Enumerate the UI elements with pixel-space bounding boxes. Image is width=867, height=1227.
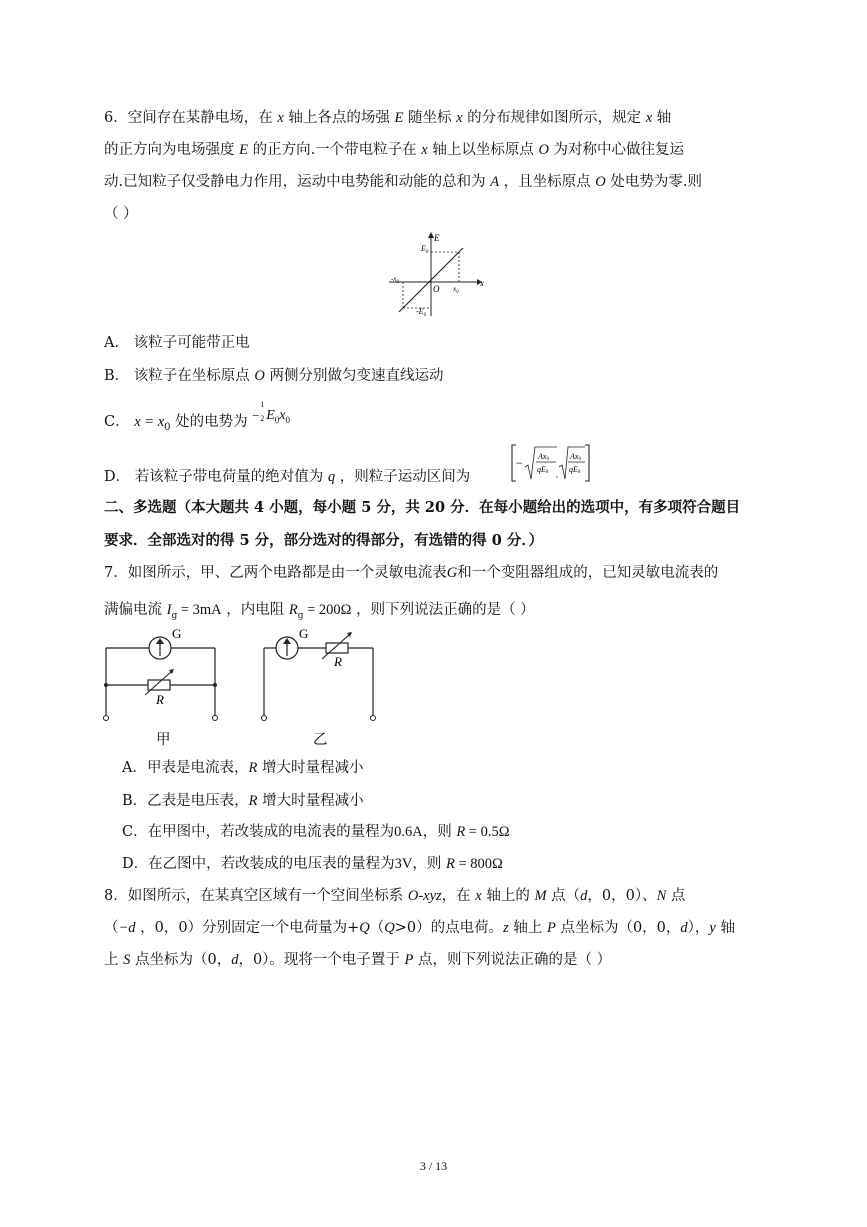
q6-option-b: B． 该粒子在坐标原点 O 两侧分别做匀变速直线运动 <box>104 368 444 384</box>
q6-option-a: A． 该粒子可能带正电 <box>104 335 250 351</box>
svg-text:,: , <box>556 470 558 479</box>
q8-line-1: 8．如图所示，在某真空区域有一个空间坐标系 O-xyz，在 x 轴上的 M 点（d，0，0）、N 点 <box>104 888 686 904</box>
graph-neg-x0-label: $-x_0$ <box>391 275 399 285</box>
svg-text:G: G <box>172 626 182 641</box>
graph-e-axis-label: E <box>434 233 440 243</box>
svg-text:−: − <box>516 456 523 470</box>
q6-answer-paren: （ ） <box>104 206 138 222</box>
q6-ex-graph <box>385 230 485 320</box>
svg-text:qE0: qE0 <box>537 465 549 475</box>
svg-text:R: R <box>334 654 342 669</box>
graph-x-axis-label: x <box>480 278 484 288</box>
q6-option-c: C． $x = x_0$ 处的电势为 − 1 2 $E_0x_0$ <box>104 410 306 433</box>
section2-heading-1: 二、多选题（本大题共 4 小题，每小题 5 分，共 20 分．在每小题给出的选项中，有多项符合题目 <box>104 499 741 516</box>
q7-option-b: B．乙表是电压表，R 增大时量程减小 <box>122 793 364 809</box>
q7-option-c: C．在甲图中，若改装成的电流表的量程为0.6A，则 R = 0.5Ω <box>122 824 510 840</box>
q7-circuit-diagrams <box>100 628 400 743</box>
q8-line-2: （−d ，0，0）分别固定一个电荷量为+Q（Q>0）的点电荷。z 轴上 P 点坐标为（0，0，d），y 轴 <box>104 920 735 936</box>
q7-option-a: A．甲表是电流表，R 增大时量程减小 <box>122 760 364 776</box>
q6-option-d: D． 若该粒子带电荷量的绝对值为 q ，则粒子运动区间为 <box>104 469 471 485</box>
svg-text:R: R <box>156 692 164 707</box>
circuit-label-jia: 甲 <box>156 732 171 748</box>
q8-line-3: 上 S 点坐标为（0，d，0）。现将一个电子置于 P 点，则下列说法正确的是（ ） <box>104 952 612 968</box>
q6-line-1: 6．空间存在某静电场，在 x 轴上各点的场强 E 随坐标 x 的分布规律如图所示，规定 x 轴 <box>104 110 672 126</box>
svg-text:G: G <box>299 626 309 641</box>
q7-option-d: D．在乙图中，若改装成的电压表的量程为3V，则 R = 800Ω <box>122 856 503 872</box>
graph-origin-label: O <box>433 284 440 294</box>
graph-neg-e0-label: $-E_0$ <box>416 307 427 318</box>
q7-line-1: 7．如图所示，甲、乙两个电路都是由一个灵敏电流表G和一个变阻器组成的，已知灵敏电流表的 <box>104 565 719 581</box>
q6-line-3: 动.已知粒子仅受静电力作用，运动中电势能和动能的总和为 A ，且坐标原点 O 处电势为零.则 <box>104 174 702 190</box>
circuit-label-yi: 乙 <box>313 732 328 748</box>
svg-text:qE0: qE0 <box>569 465 581 475</box>
graph-x0-label: $x_0$ <box>453 285 459 295</box>
section2-heading-2: 要求．全部选对的得 5 分，部分选对的得部分，有选错的得 0 分．） <box>104 532 544 549</box>
q7-line-2: 满偏电流 $I_g = 3mA$ ，内电阻 $R_g = 200\Omega$ ，则下列说法正确的是（ ） <box>104 602 535 621</box>
d-interval-expr <box>511 443 591 483</box>
svg-text:Ax0: Ax0 <box>570 452 581 462</box>
svg-text:Ax0: Ax0 <box>538 452 549 462</box>
page-number: 3 / 13 <box>419 1159 448 1173</box>
circuit-jia <box>104 626 218 721</box>
circuit-yi <box>262 626 376 721</box>
q6-line-2: 的正方向为电场强度 E 的正方向.一个带电粒子在 x 轴上以坐标原点 O 为对称中心做往复运 <box>104 142 685 158</box>
graph-e0-label: $E_0$ <box>421 244 429 255</box>
c-potential-expr: − 1 2 $E_0x_0$ <box>252 400 290 425</box>
